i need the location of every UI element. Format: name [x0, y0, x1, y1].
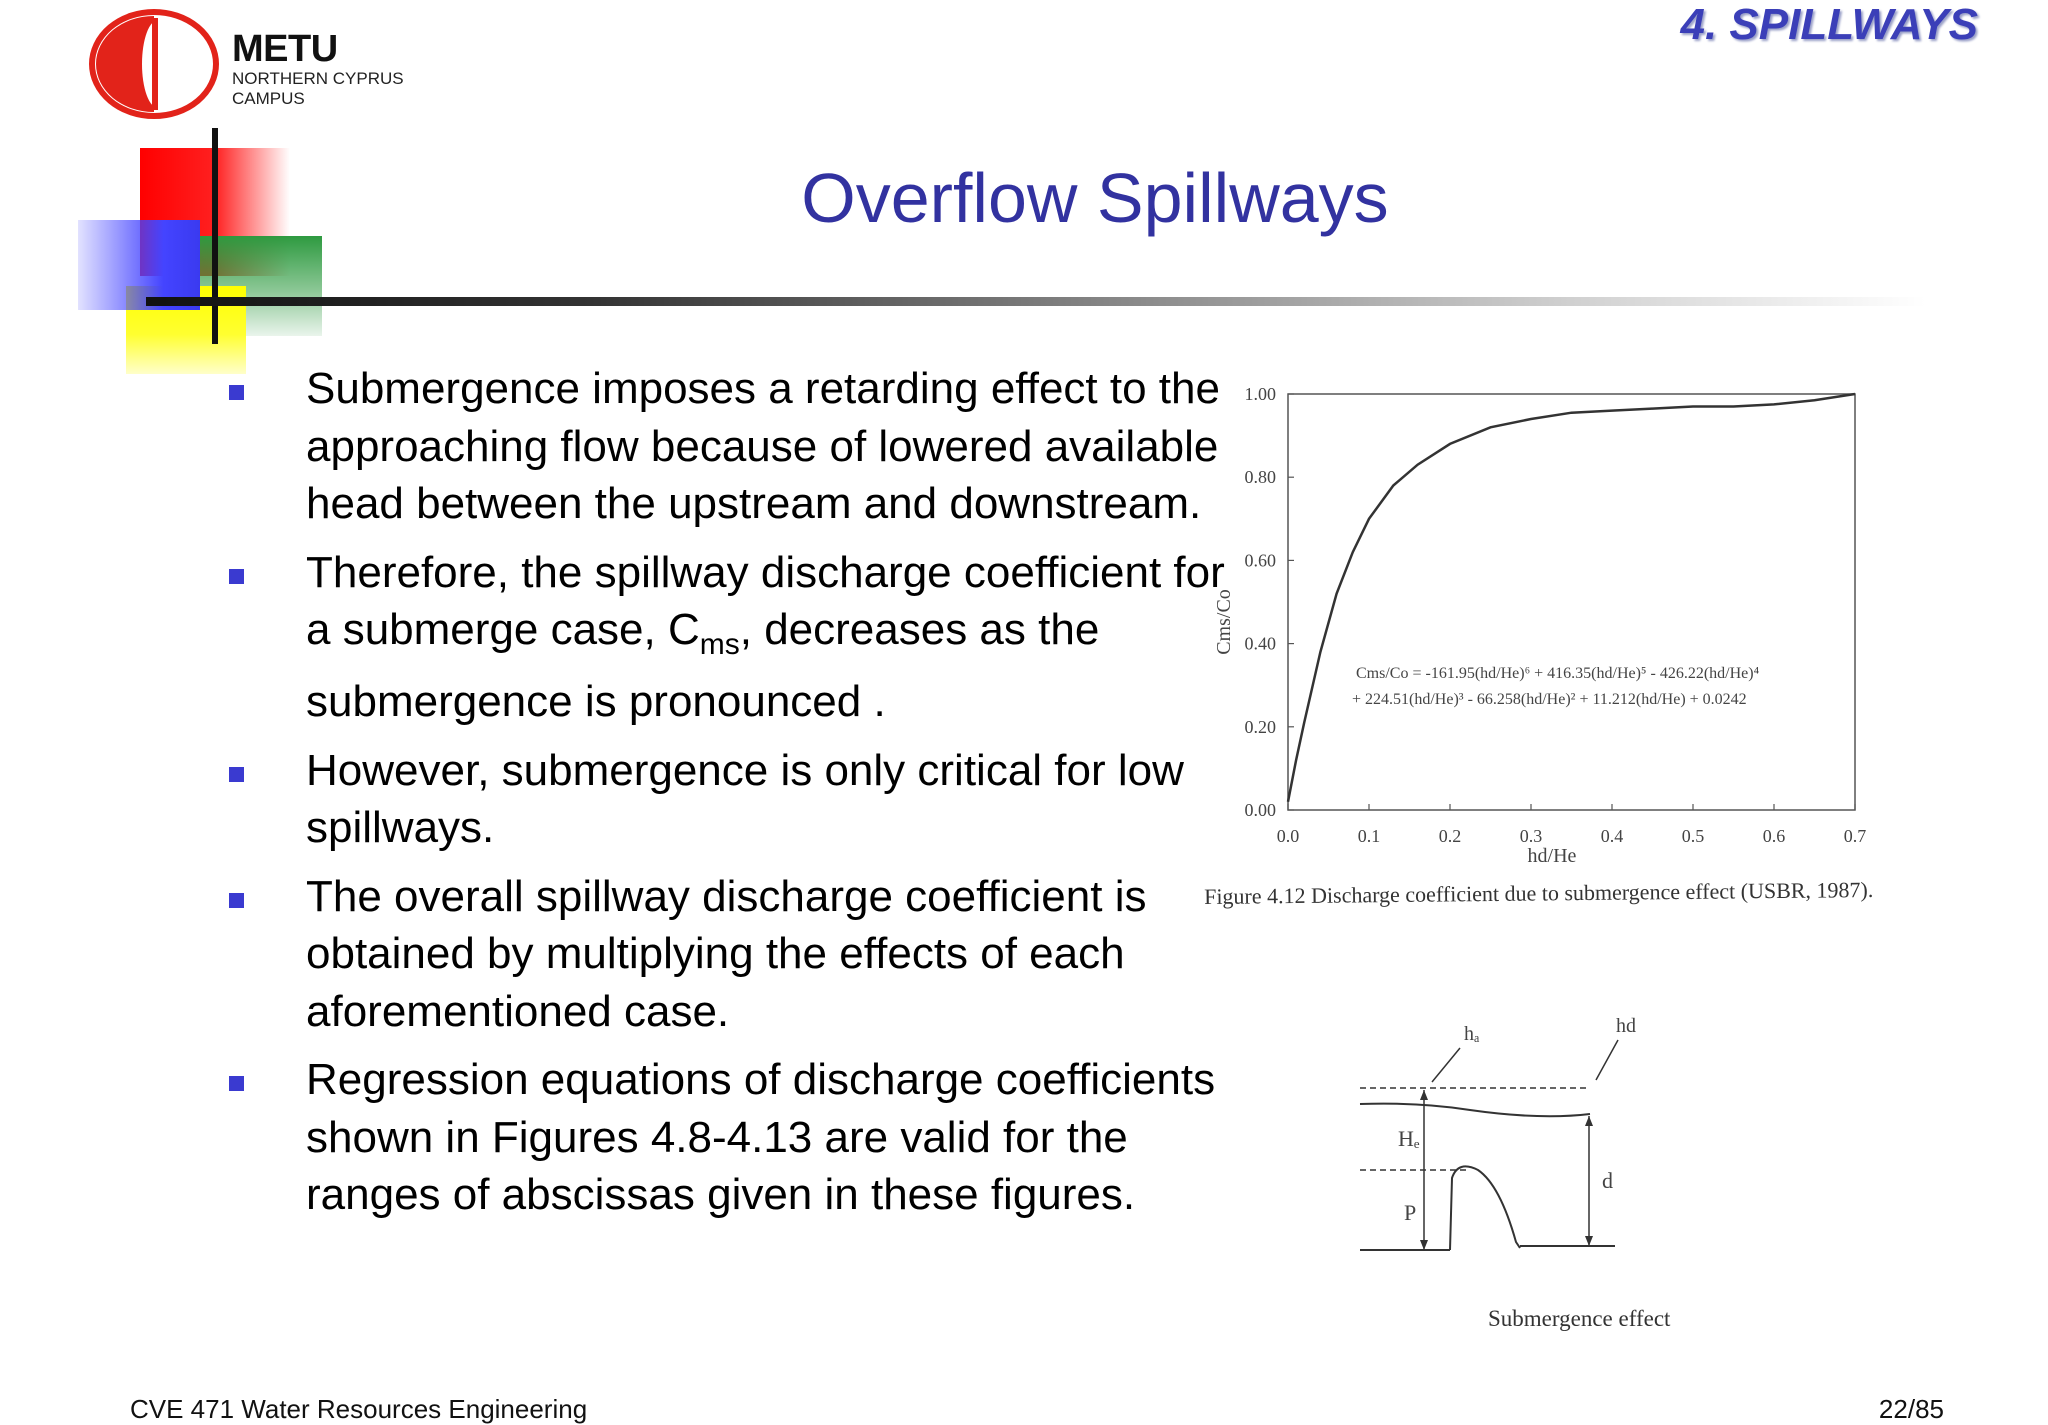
- chart-series-line: [1288, 394, 1855, 802]
- title-underline: [146, 297, 1926, 306]
- submergence-chart: [1200, 370, 1900, 890]
- label-ha: hₐ: [1464, 1023, 1480, 1045]
- chart-x-tick-label: 0.3: [1519, 826, 1543, 846]
- bullet-text: Regression equations of discharge coefficients shown in Figures 4.8-4.13 are valid for the ranges of abscissas given in these figures.: [306, 1055, 1216, 1220]
- bullet-square-icon: [229, 1076, 244, 1091]
- chart-x-tick-label: 0.5: [1681, 826, 1705, 846]
- section-label: 4. SPILLWAYS: [1680, 0, 1978, 49]
- bullet-square-icon: [229, 385, 244, 400]
- footer-page-number: 22/85: [1878, 1394, 1944, 1424]
- bullet-item: [226, 742, 1226, 857]
- logo-text: [232, 30, 404, 108]
- slide-title: Overflow Spillways: [801, 159, 1389, 237]
- chart-x-tick-label: 0.0: [1276, 826, 1300, 846]
- bullet-text: The overall spillway discharge coefficient is obtained by multiplying the effects of each aforementioned case.: [306, 871, 1147, 1036]
- chart-y-tick-label: 1.00: [1244, 384, 1276, 404]
- bullet-list: [226, 360, 1226, 1235]
- bullet-square-icon: [229, 767, 244, 782]
- chart-y-tick-label: 0.60: [1244, 550, 1276, 571]
- chart-x-tick-label: 0.1: [1357, 826, 1381, 846]
- metu-logo-icon: [88, 8, 220, 120]
- chart-frame: [1288, 394, 1855, 810]
- chart-x-tick-label: 0.4: [1600, 826, 1624, 846]
- hd-pointer: [1596, 1040, 1618, 1080]
- label-hd: hd: [1616, 1015, 1636, 1037]
- chart-y-tick-label: 0.00: [1244, 800, 1276, 820]
- label-P: P: [1404, 1200, 1417, 1225]
- bullet-square-icon: [229, 569, 244, 584]
- bullet-item: [226, 544, 1226, 731]
- bullet-item: [226, 360, 1226, 533]
- chart-x-axis-label: hd/He: [1527, 845, 1577, 867]
- label-d: d: [1602, 1168, 1613, 1193]
- chart-x-tick-label: 0.2: [1438, 826, 1462, 846]
- figure2-caption: Submergence effect: [1488, 1306, 1671, 1331]
- arrow-down-icon: [1420, 1240, 1428, 1250]
- chart-y-tick-label: 0.20: [1244, 716, 1276, 737]
- bullet-square-icon: [229, 893, 244, 908]
- chart-equation-line1: Cms/Co = -161.95(hd/He)⁶ + 416.35(hd/He)⁵ - 426.22(hd/He)⁴: [1356, 665, 1760, 682]
- chart-equation-line2: + 224.51(hd/He)³ - 66.258(hd/He)² + 11.212(hd/He) + 0.0242: [1352, 691, 1747, 708]
- bullet-text: Therefore, the spillway discharge coefficient for a submerge case, C: [306, 547, 1225, 654]
- bullet-text: Submergence imposes a retarding effect to the approaching flow because of lowered available head between the upstream and downstream.: [306, 364, 1220, 528]
- chart-x-tick-label: 0.7: [1843, 826, 1867, 846]
- logo-name: METU: [232, 28, 338, 70]
- figure1-caption: Figure 4.12 Discharge coefficient due to submergence effect (USBR, 1987).: [1204, 876, 1874, 909]
- chart-y-axis-label: Cms/Co: [1213, 589, 1235, 655]
- arrow-down-icon: [1585, 1236, 1593, 1246]
- submergence-diagram: [1340, 1010, 1720, 1320]
- arrow-up-icon: [1585, 1116, 1593, 1126]
- spillway-crest: [1450, 1166, 1520, 1250]
- bullet-text-after: , decreases as the submergence is pronounced .: [306, 605, 1100, 727]
- bullet-text: However, submergence is only critical for low spillways.: [306, 745, 1184, 853]
- logo-subtitle-line2: CAMPUS: [232, 89, 305, 108]
- label-He: Hₑ: [1398, 1126, 1420, 1151]
- chart-y-tick-label: 0.40: [1244, 633, 1276, 654]
- bullet-item: [226, 868, 1226, 1041]
- ha-pointer: [1432, 1048, 1460, 1082]
- chart-y-tick-label: 0.80: [1244, 467, 1276, 488]
- footer-course: CVE 471 Water Resources Engineering: [130, 1394, 588, 1424]
- arrow-up-icon: [1420, 1090, 1428, 1100]
- bullet-subscript: ms: [699, 627, 740, 661]
- logo-subtitle-line1: NORTHERN CYPRUS: [232, 69, 404, 88]
- water-surface: [1360, 1104, 1590, 1117]
- chart-x-tick-label: 0.6: [1762, 826, 1786, 846]
- bullet-item: [226, 1051, 1226, 1224]
